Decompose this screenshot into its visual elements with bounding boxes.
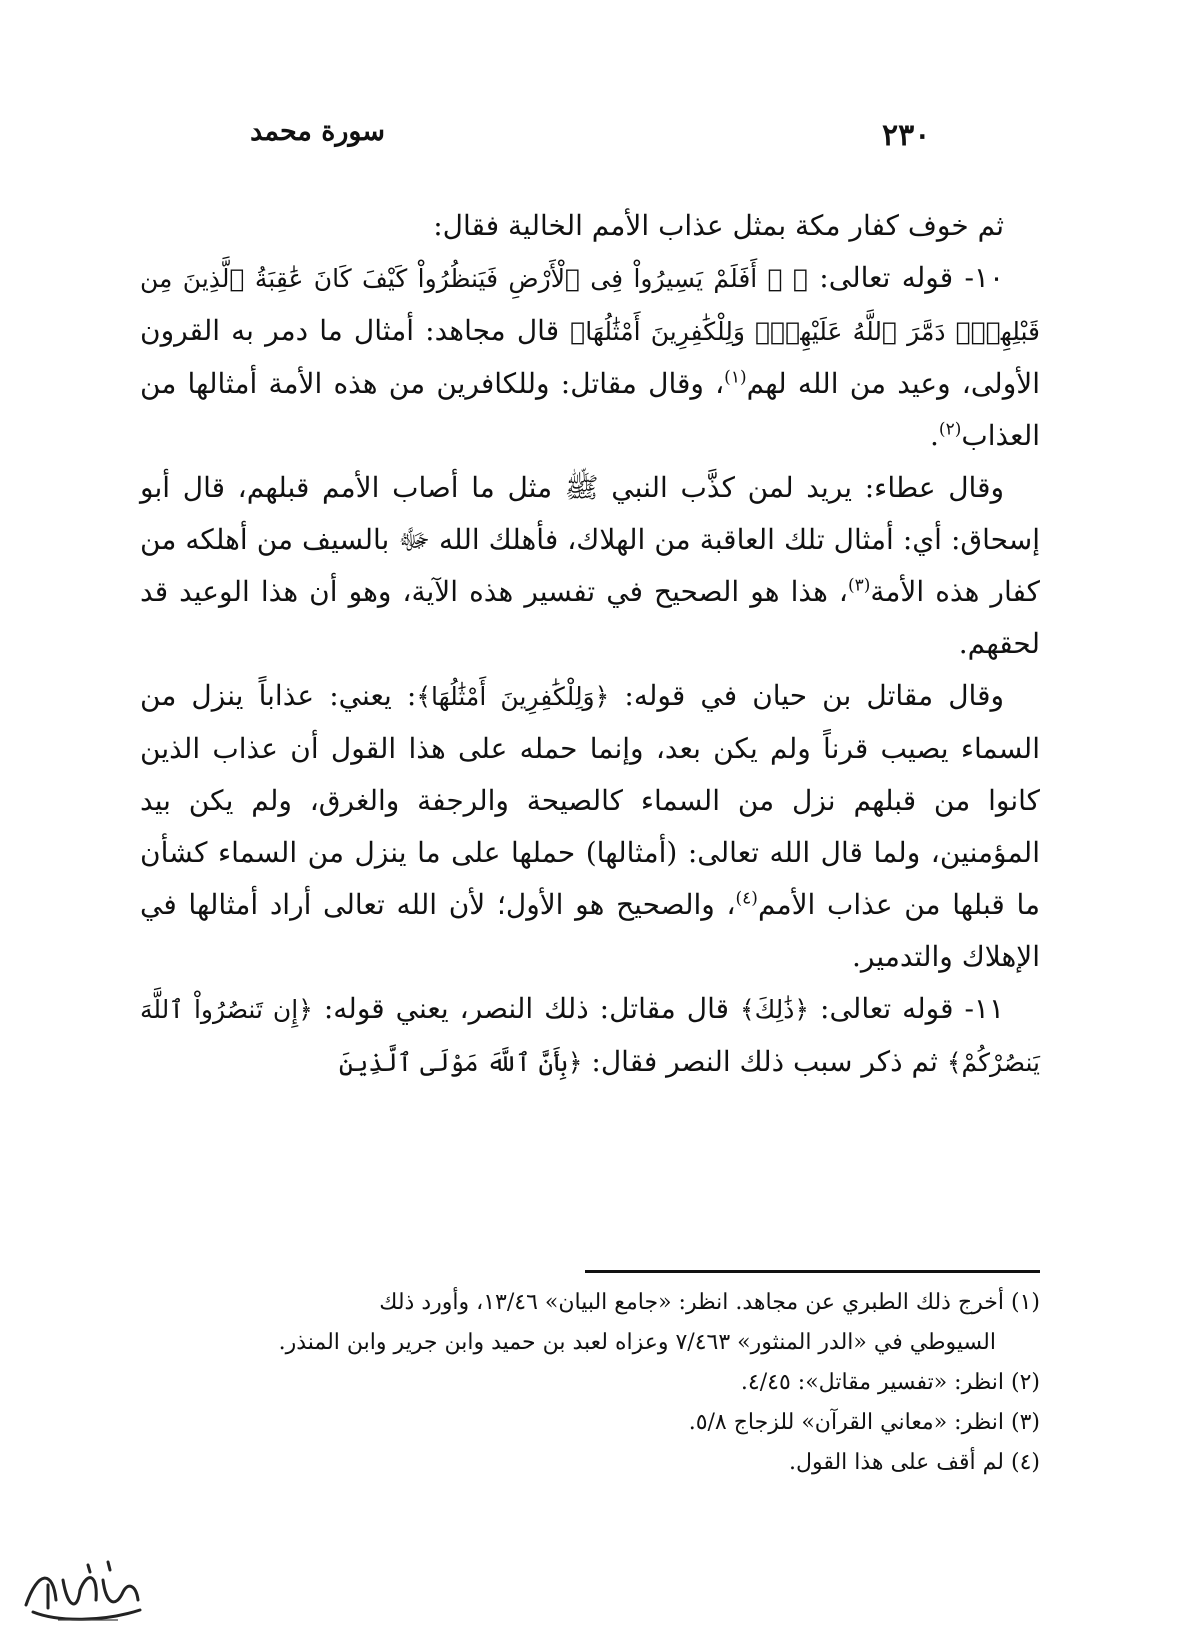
footnote-1-continued: السيوطي في «الدر المنثور» ٧/٤٦٣ وعزاه لعبد بن حميد وابن جرير وابن المنذر. — [278, 1330, 996, 1355]
footnotes — [140, 1283, 1040, 1483]
footnote-4: (٤) لم أقف على هذا القول. — [788, 1450, 1040, 1475]
page-number: ٢٣٠ — [882, 118, 931, 153]
verse-11-text: قال مقاتل: ذلك النصر، يعني قوله: — [312, 992, 740, 1025]
footnote-2: (٢) انظر: «تفسير مقاتل»: ٤/٤٥. — [740, 1370, 1040, 1395]
quran-bi-anna: ﴿بِأَنَّ ٱللَّهَ مَوْلَى ٱلَّذِينَ — [338, 1048, 583, 1077]
surah-title: سورة محمد — [250, 116, 385, 147]
verse-11-label: ١١- قوله تعالى: — [809, 992, 1004, 1025]
footnote-divider — [585, 1270, 1040, 1273]
publisher-logo — [18, 1550, 148, 1630]
muqatil-prefix: وقال مقاتل بن حيان في قوله: — [609, 679, 1004, 712]
verse-11-text-2: ثم ذكر سبب ذلك النصر فقال: — [582, 1045, 947, 1078]
intro-text: ثم خوف كفار مكة بمثل عذاب الأمم الخالية فقال: — [433, 209, 1004, 242]
verse-10-label: ١٠- قوله تعالى: — [807, 261, 1004, 294]
paragraph-ata — [140, 462, 1040, 670]
quran-in-tansuru: ﴿إِن تَنصُرُواْ ٱللَّهَ يَنصُرْكُمْ﴾ — [140, 995, 1040, 1077]
paragraph-verse-11 — [140, 983, 1040, 1089]
footnote-ref-4[interactable]: (٤) — [735, 888, 758, 909]
quran-verse-10: ﴿ ۞ أَفَلَمْ يَسِيرُواْ فِى ٱلْأَرْضِ فَيَنظُرُواْ كَيْفَ كَانَ عَٰقِبَةُ ٱلَّذِينَ مِن قَبْلِهِمْۖ دَمَّرَ ٱللَّهُ عَلَيْهِمْۖ وَلِلْكَٰفِرِينَ أَمْثَٰلُهَا﴾ — [140, 264, 1040, 346]
footnote-1: (١) أخرج ذلك الطبري عن مجاهد. انظر: «جامع البيان» ١٣/٤٦، وأورد ذلك — [379, 1290, 1040, 1315]
footnote-ref-2[interactable]: (٢) — [938, 419, 962, 440]
muqatil-text: : يعني: عذاباً ينزل من السماء يصيب قرناً ولم يكن بعد، وإنما حمله على هذا القول أن عذاب الذين كانوا من قبلهم نزل من السماء كالصيحة والرجفة والغرق، ولم يكن بيد المؤمنين، ولما قال الله تعالى: (أمثالها) حملها على ما ينزل من السماء كشأن ما قبلها من عذاب الأمم — [140, 679, 1040, 921]
quran-quote: ﴿وَلِلْكَٰفِرِينَ أَمْثَٰلُهَا﴾ — [416, 682, 610, 711]
footnote-ref-3[interactable]: (٣) — [847, 575, 871, 596]
muqatil-text-2: ، والصحيح هو الأول؛ لأن الله تعالى أراد أمثالها في الإهلاك والتدمير. — [140, 888, 1040, 973]
paragraph-muqatil — [140, 670, 1040, 983]
ata-text: وقال عطاء: يريد لمن كذَّب النبي ﷺ مثل ما أصاب الأمم قبلهم، قال أبو إسحاق: أي: أمثال تلك العاقبة من الهلاك، فأهلك الله ﷻ بالسيف من أهلكه من كفار هذه الأمة — [140, 471, 1040, 608]
verse-10-end: . — [930, 419, 939, 452]
page-header — [140, 108, 1040, 158]
verse-10-commentary: قال مجاهد: أمثال ما دمر به القرون الأولى، وعيد من الله لهم — [140, 314, 1040, 400]
footnote-3: (٣) انظر: «معاني القرآن» للزجاج ٥/٨. — [688, 1410, 1040, 1435]
ata-text-2: ، هذا هو الصحيح في تفسير هذه الآية، وهو أن هذا الوعيد قد لحقهم. — [140, 575, 1040, 660]
footnote-ref-1[interactable]: (١) — [724, 367, 747, 388]
paragraph-intro — [140, 200, 1040, 252]
main-text — [140, 200, 1040, 1089]
paragraph-verse-10 — [140, 252, 1040, 462]
quran-dhalika: ﴿ذَٰلِكَ﴾ — [739, 995, 810, 1024]
verse-10-commentary-2: ، وقال مقاتل: وللكافرين من هذه الأمة أمثالها من العذاب — [140, 367, 1040, 452]
